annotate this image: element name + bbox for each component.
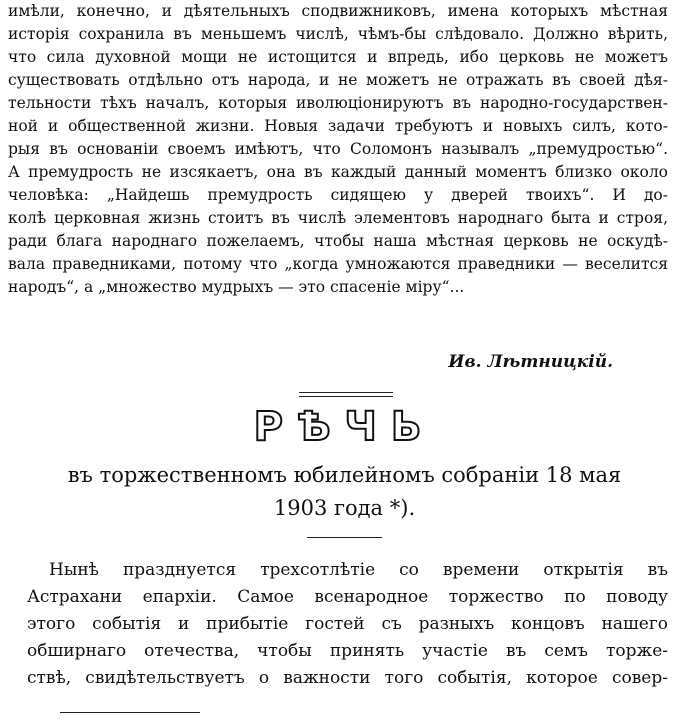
text-line: ради блага народнаго пожелаемъ, чтобы наша мѣстная церковь не оскудѣ- [8,232,668,250]
speech-paragraph [27,557,668,692]
divider-rule [307,537,382,538]
text-line: колѣ церковная жизнь стоитъ въ числѣ элементовъ народнаго быта и строя, [8,209,668,227]
text-line: ствѣ, свидѣтельствуетъ о важности того событія, которое совер- [27,668,668,688]
text-line: тельности тѣхъ началъ, которыя иволюціонируютъ въ народно-государствен- [8,94,668,112]
footnote-rule [60,712,200,713]
author-signature: Ив. Лѣтницкій. [448,352,613,372]
closing-paragraph [8,0,668,299]
text-line: ной и общественной жизни. Новыя задачи требуютъ и новыхъ силъ, кото- [8,117,668,135]
subtitle-line: въ торжественномъ юбилейномъ собраніи 18 мая [67,463,622,487]
text-line: обширнаго отечества, чтобы принять участіе въ семъ торже- [27,641,668,661]
text-line: рыя въ основаніи своемъ имѣютъ, что Соломонъ называлъ „премудростью“. [8,140,668,158]
text-line: Астрахани епархіи. Самое всенародное торжество по поводу [27,587,668,607]
text-line: народъ“, а „множество мудрыхъ — это спасеніе міру“... [8,278,465,296]
text-line: человѣка: „Найдешь премудрость сидящею у дверей твоихъ“. И до- [8,186,668,204]
divider-rule [299,392,393,393]
text-line: Нынѣ празднуется трехсотлѣтіе со времени открытія въ [49,560,668,580]
text-line: вала праведниками, потому что „когда умножаются праведники — веселится [8,255,668,273]
text-line: имѣли, конечно, и дѣятельныхъ сподвижниковъ, имена которыхъ мѣстная [8,2,668,20]
text-line: этого событія и прибытіе гостей съ разныхъ концовъ нашего [27,614,668,634]
text-line: существовать отдѣльно отъ народа, и не можетъ не отражать въ своей дѣя- [8,71,668,89]
text-line: исторія сохранила въ меньшемъ числѣ, чѣмъ-бы слѣдовало. Должно вѣрить, [8,25,668,43]
text-line: А премудрость не изсякаетъ, она въ каждый данный моментъ близко около [8,163,668,181]
text-line: что сила духовной мощи не истощится и впредь, ибо церковь не можетъ [8,48,668,66]
divider-rule [299,396,393,397]
section-heading: РѢЧЬ [253,404,436,450]
subtitle-line: 1903 года *). [273,496,416,520]
